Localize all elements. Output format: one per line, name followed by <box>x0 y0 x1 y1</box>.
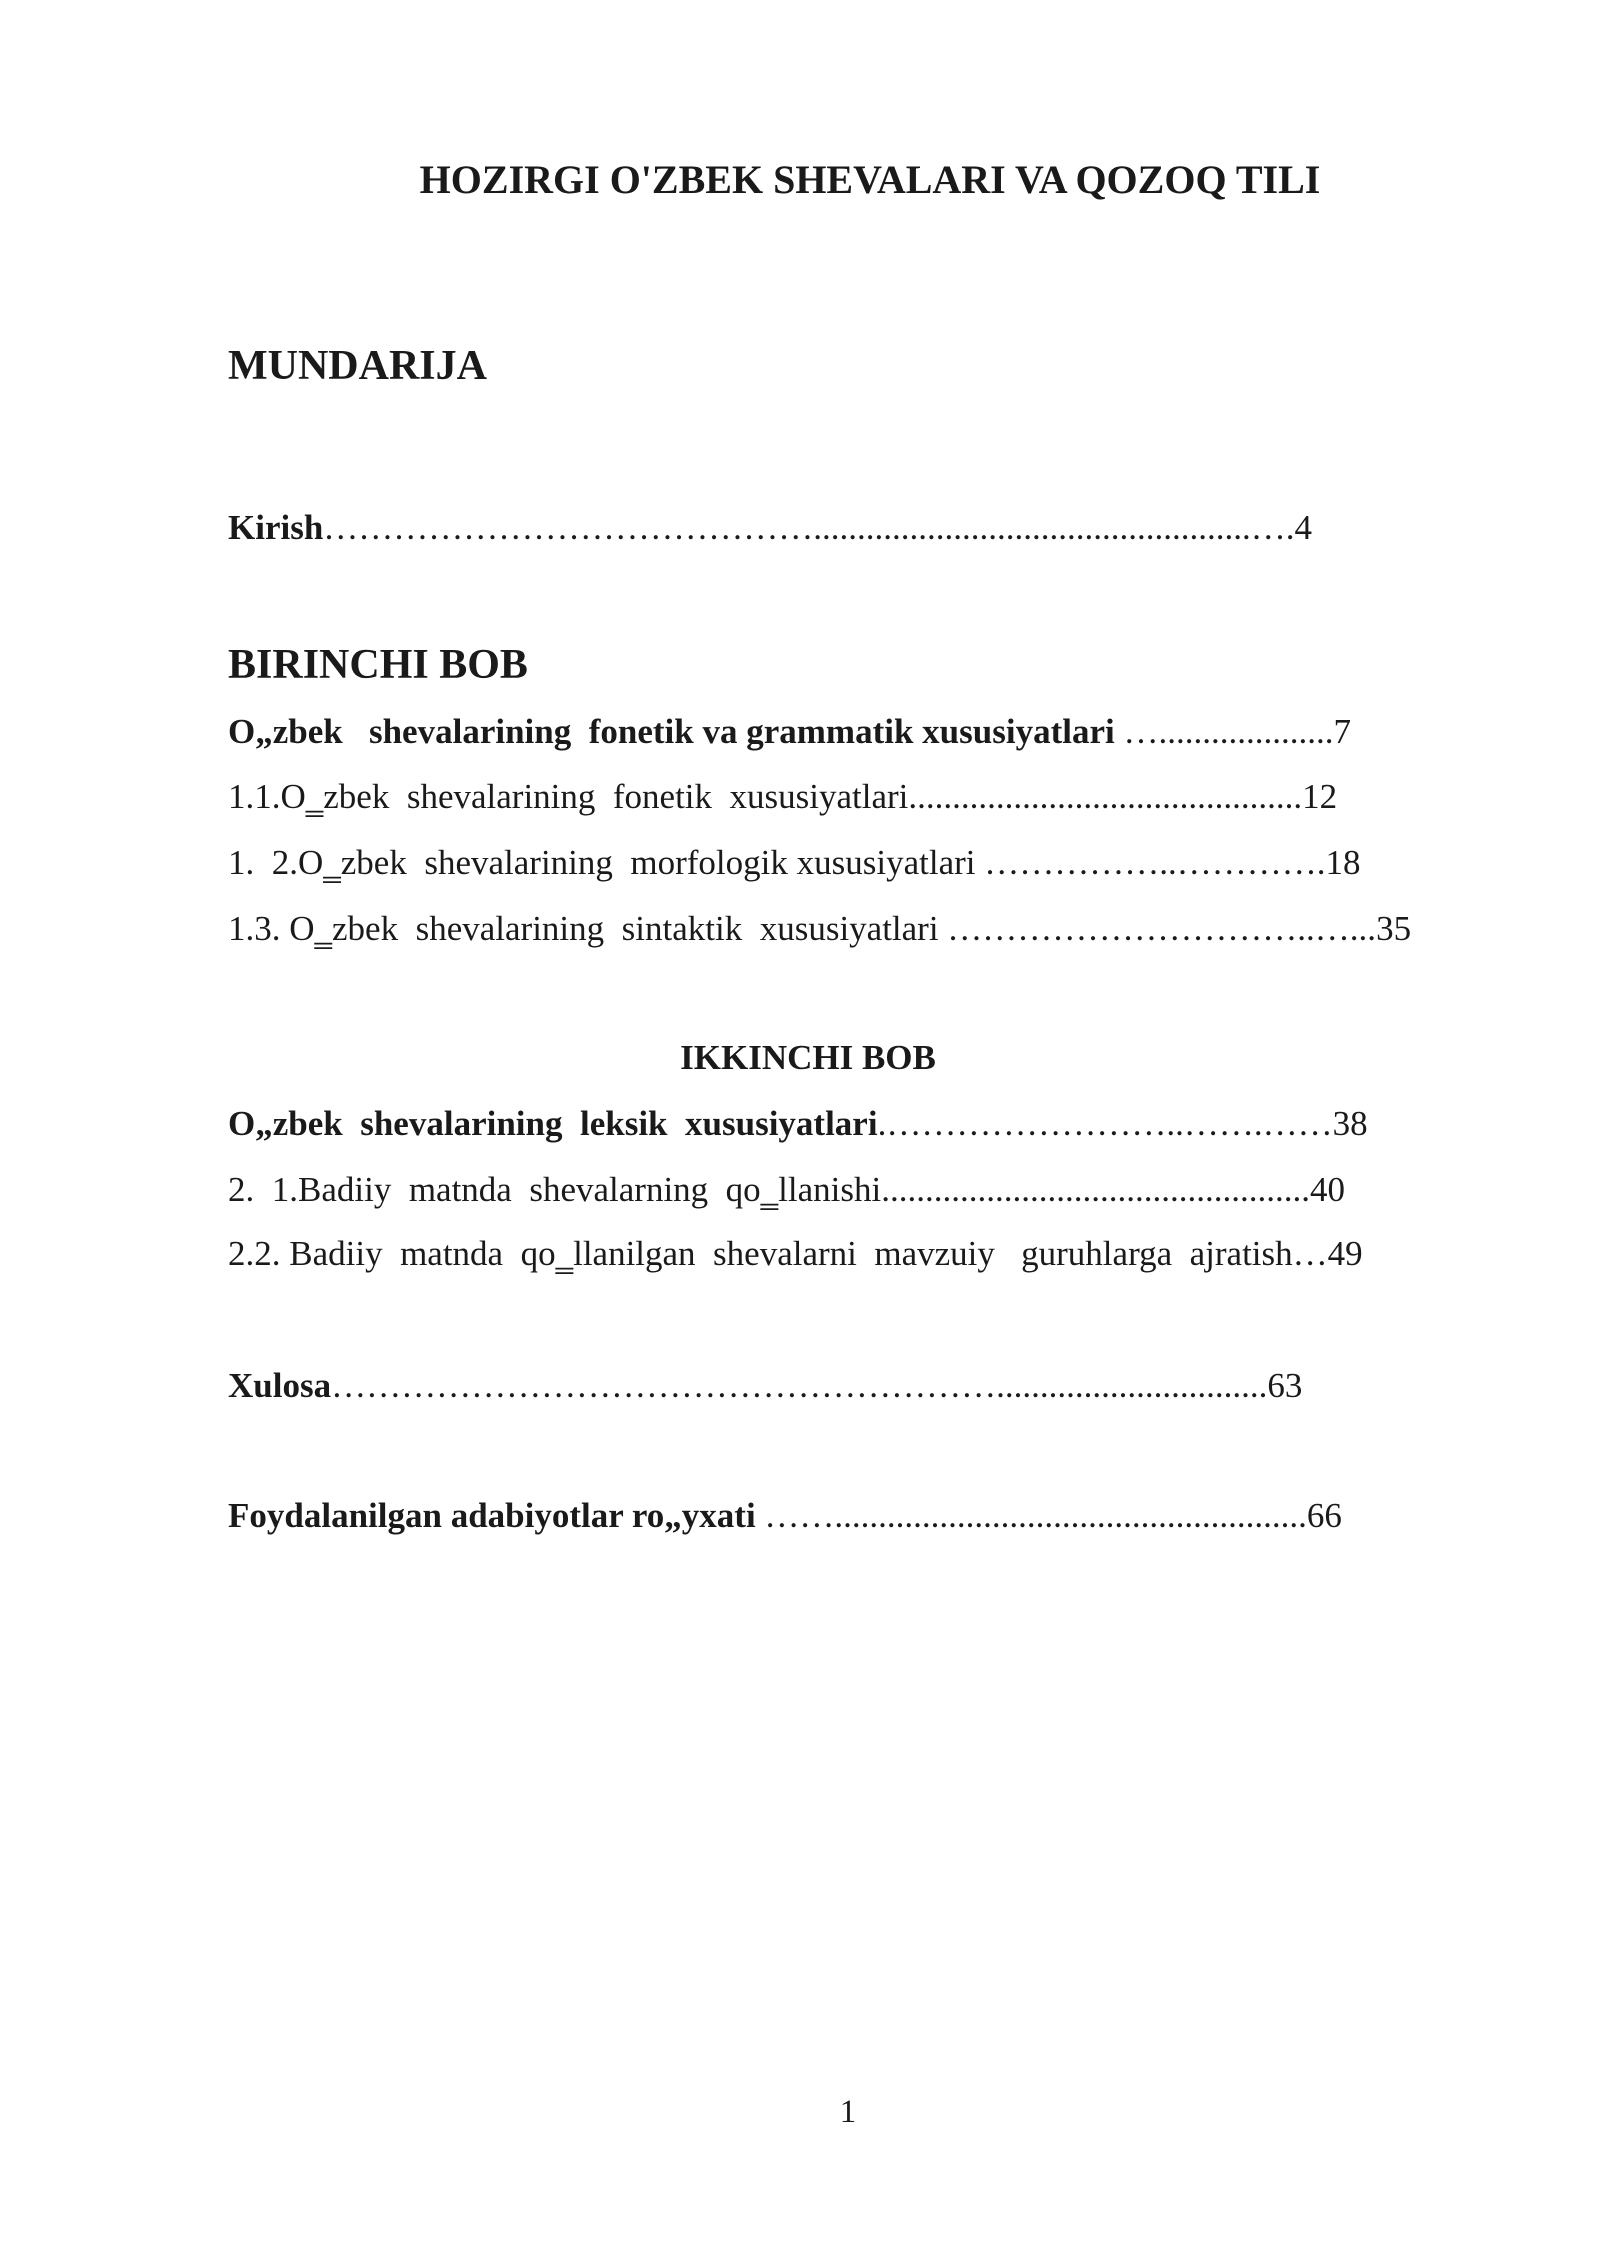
toc-chapter2-leader: .……………………..…….…… <box>877 1104 1333 1143</box>
toc-chapter2-label: O„zbek shevalarining leksik xususiyatlari <box>228 1104 878 1143</box>
toc-references-page: 66 <box>1306 1496 1342 1535</box>
toc-conclusion-page: 63 <box>1267 1366 1303 1405</box>
toc-item-page: 12 <box>1302 777 1338 816</box>
toc-entry-1-3 <box>228 907 1411 951</box>
toc-item-text: 2.2. Badiiy matnda qo‗llanilgan shevalarni mavzuiy guruhlarga ajratish… <box>228 1234 1328 1273</box>
toc-entry-1-2 <box>228 841 1361 885</box>
toc-entry-chapter1-title <box>228 710 1351 754</box>
toc-intro-label: Kirish <box>228 508 324 547</box>
toc-intro-page: 4 <box>1294 508 1313 547</box>
toc-entry-conclusion <box>228 1364 1302 1408</box>
toc-entry-2-1 <box>228 1168 1345 1212</box>
toc-entry-1-1 <box>228 775 1337 819</box>
toc-item-page: 35 <box>1376 909 1412 948</box>
toc-entry-2-2 <box>228 1232 1363 1276</box>
toc-item-text: 2. 1.Badiiy matnda shevalarning qo‗llanishi................................................. <box>228 1170 1310 1209</box>
toc-chapter1-page: 7 <box>1333 712 1351 751</box>
toc-chapter2-page: 38 <box>1332 1104 1368 1143</box>
toc-item-text: 1.3. O‗zbek shevalarining sintaktik xususiyatlari …………………………..…... <box>228 909 1377 948</box>
toc-intro-leader: ……………………………………..................................................…. <box>323 508 1295 547</box>
toc-item-page: 49 <box>1327 1234 1363 1273</box>
toc-chapter1-leader: ….................... <box>1114 712 1334 751</box>
toc-entry-intro <box>228 506 1312 550</box>
contents-heading: MUNDARIJA <box>228 343 487 389</box>
chapter1-heading: BIRINCHI BOB <box>228 642 528 688</box>
toc-entry-references <box>228 1494 1342 1538</box>
toc-item-text: 1.1.O‗zbek shevalarining fonetik xususiyatlari............................................. <box>228 777 1303 816</box>
toc-references-leader: ……...................................................... <box>755 1496 1307 1535</box>
toc-chapter1-label: O„zbek shevalarining fonetik va grammatik xususiyatlari <box>228 712 1115 751</box>
toc-references-label: Foydalanilgan adabiyotlar ro„yxati <box>228 1496 756 1535</box>
toc-conclusion-leader: …………………………………………………............................... <box>331 1366 1268 1405</box>
chapter2-heading: IKKINCHI BOB <box>680 1038 936 1077</box>
toc-item-page: 40 <box>1309 1170 1345 1209</box>
toc-entry-chapter2-title <box>228 1102 1368 1146</box>
toc-conclusion-label: Xulosa <box>228 1366 332 1405</box>
page-number: 1 <box>839 2094 857 2130</box>
toc-item-page: 18 <box>1325 843 1361 882</box>
document-title: HOZIRGI O'ZBEK SHEVALARI VA QOZOQ TILI <box>419 157 1321 202</box>
toc-item-text: 1. 2.O‗zbek shevalarining morfologik xususiyatlari ……………..…………. <box>228 843 1326 882</box>
